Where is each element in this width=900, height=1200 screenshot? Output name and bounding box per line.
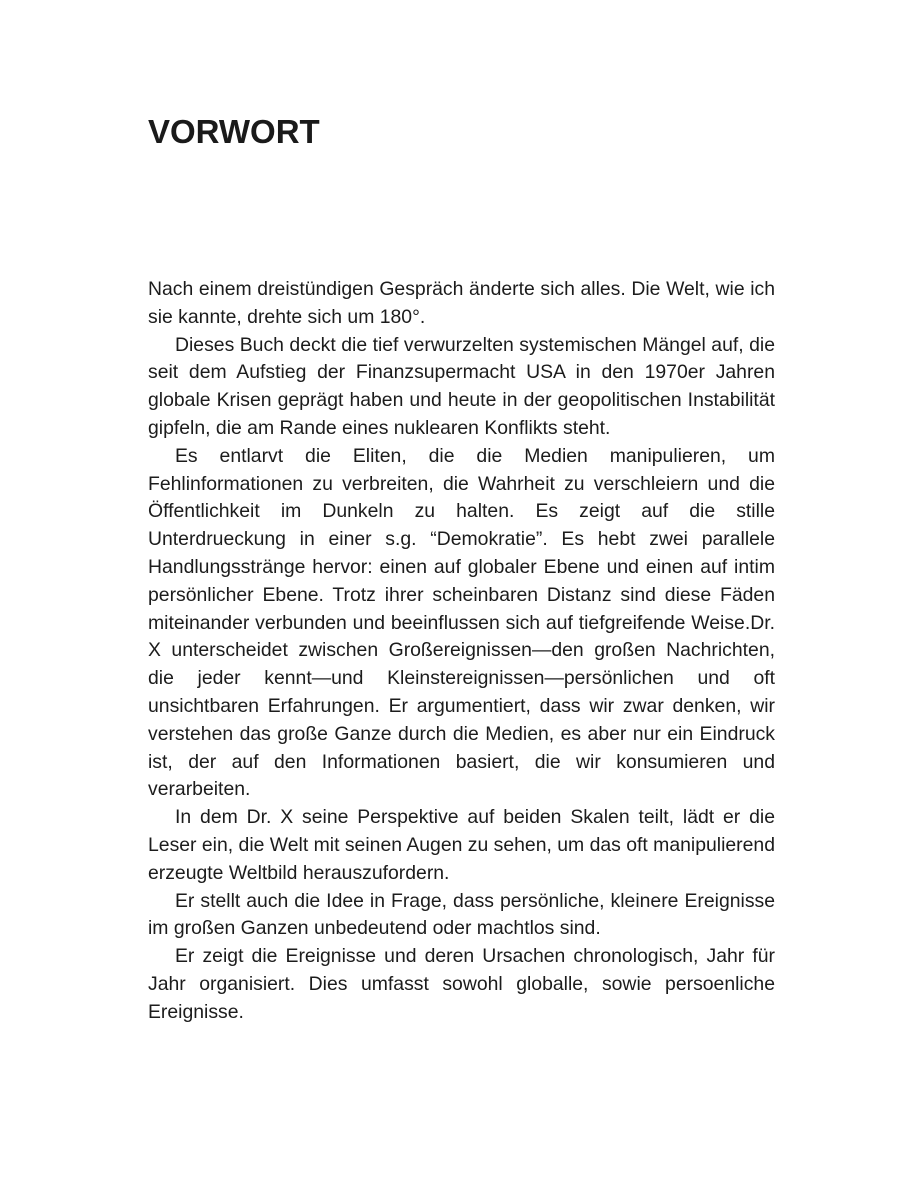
paragraph-6: Er zeigt die Ereignisse und deren Ursachen chronologisch, Jahr für Jahr organisiert. Dies umfasst sowohl globalle, sowie persoenliche Ereignisse. xyxy=(148,945,775,1023)
paragraph-5: Er stellt auch die Idee in Frage, dass persönliche, kleinere Ereignisse im großen Ganzen unbedeutend oder machtlos sind. xyxy=(148,889,775,940)
preface-body xyxy=(148,276,775,1027)
paragraph-2: Dieses Buch deckt die tief verwurzelten systemischen Mängel auf, die seit dem Aufstieg der Finanzsupermacht USA in den 1970er Jahren globale Krisen geprägt haben und heute in der geopolitischen Instabilität gipfeln, die am Rande eines nuklearen Konflikts steht. xyxy=(148,333,775,439)
paragraph-3: Es entlarvt die Eliten, die die Medien manipulieren, um Fehlinformationen zu verbreiten, die Wahrheit zu verschleiern und die Öffentlichkeit im Dunkeln zu halten. Es zeigt auf die stille Unterdrueckung in einer s.g. “Demokratie”. Es hebt zwei parallele Handlungsstränge hervor: einen auf globaler Ebene und einen auf intim persönlicher Ebene. Trotz ihrer scheinbaren Distanz sind diese Fäden miteinander verbunden und beeinflussen sich auf tiefgreifende Weise.Dr. X unterscheidet zwischen Großereignissen—den großen Nachrichten, die jeder kennt—und Kleinstereignissen—persönlichen und oft unsichtbaren Erfahrungen. Er argumentiert, dass wir zwar denken, wir verstehen das große Ganze durch die Medien, es aber nur ein Eindruck ist, der auf den Informationen basiert, die wir konsumieren und verarbeiten. xyxy=(148,444,775,801)
paragraph-4: In dem Dr. X seine Perspektive auf beiden Skalen teilt, lädt er die Leser ein, die Welt mit seinen Augen zu sehen, um das oft manipulierend erzeugte Weltbild herauszufordern. xyxy=(148,806,775,884)
paragraph-1: Nach einem dreistündigen Gespräch änderte sich alles. Die Welt, wie ich sie kannte, drehte sich um 180°. xyxy=(148,278,775,328)
chapter-title: VORWORT xyxy=(148,113,320,150)
